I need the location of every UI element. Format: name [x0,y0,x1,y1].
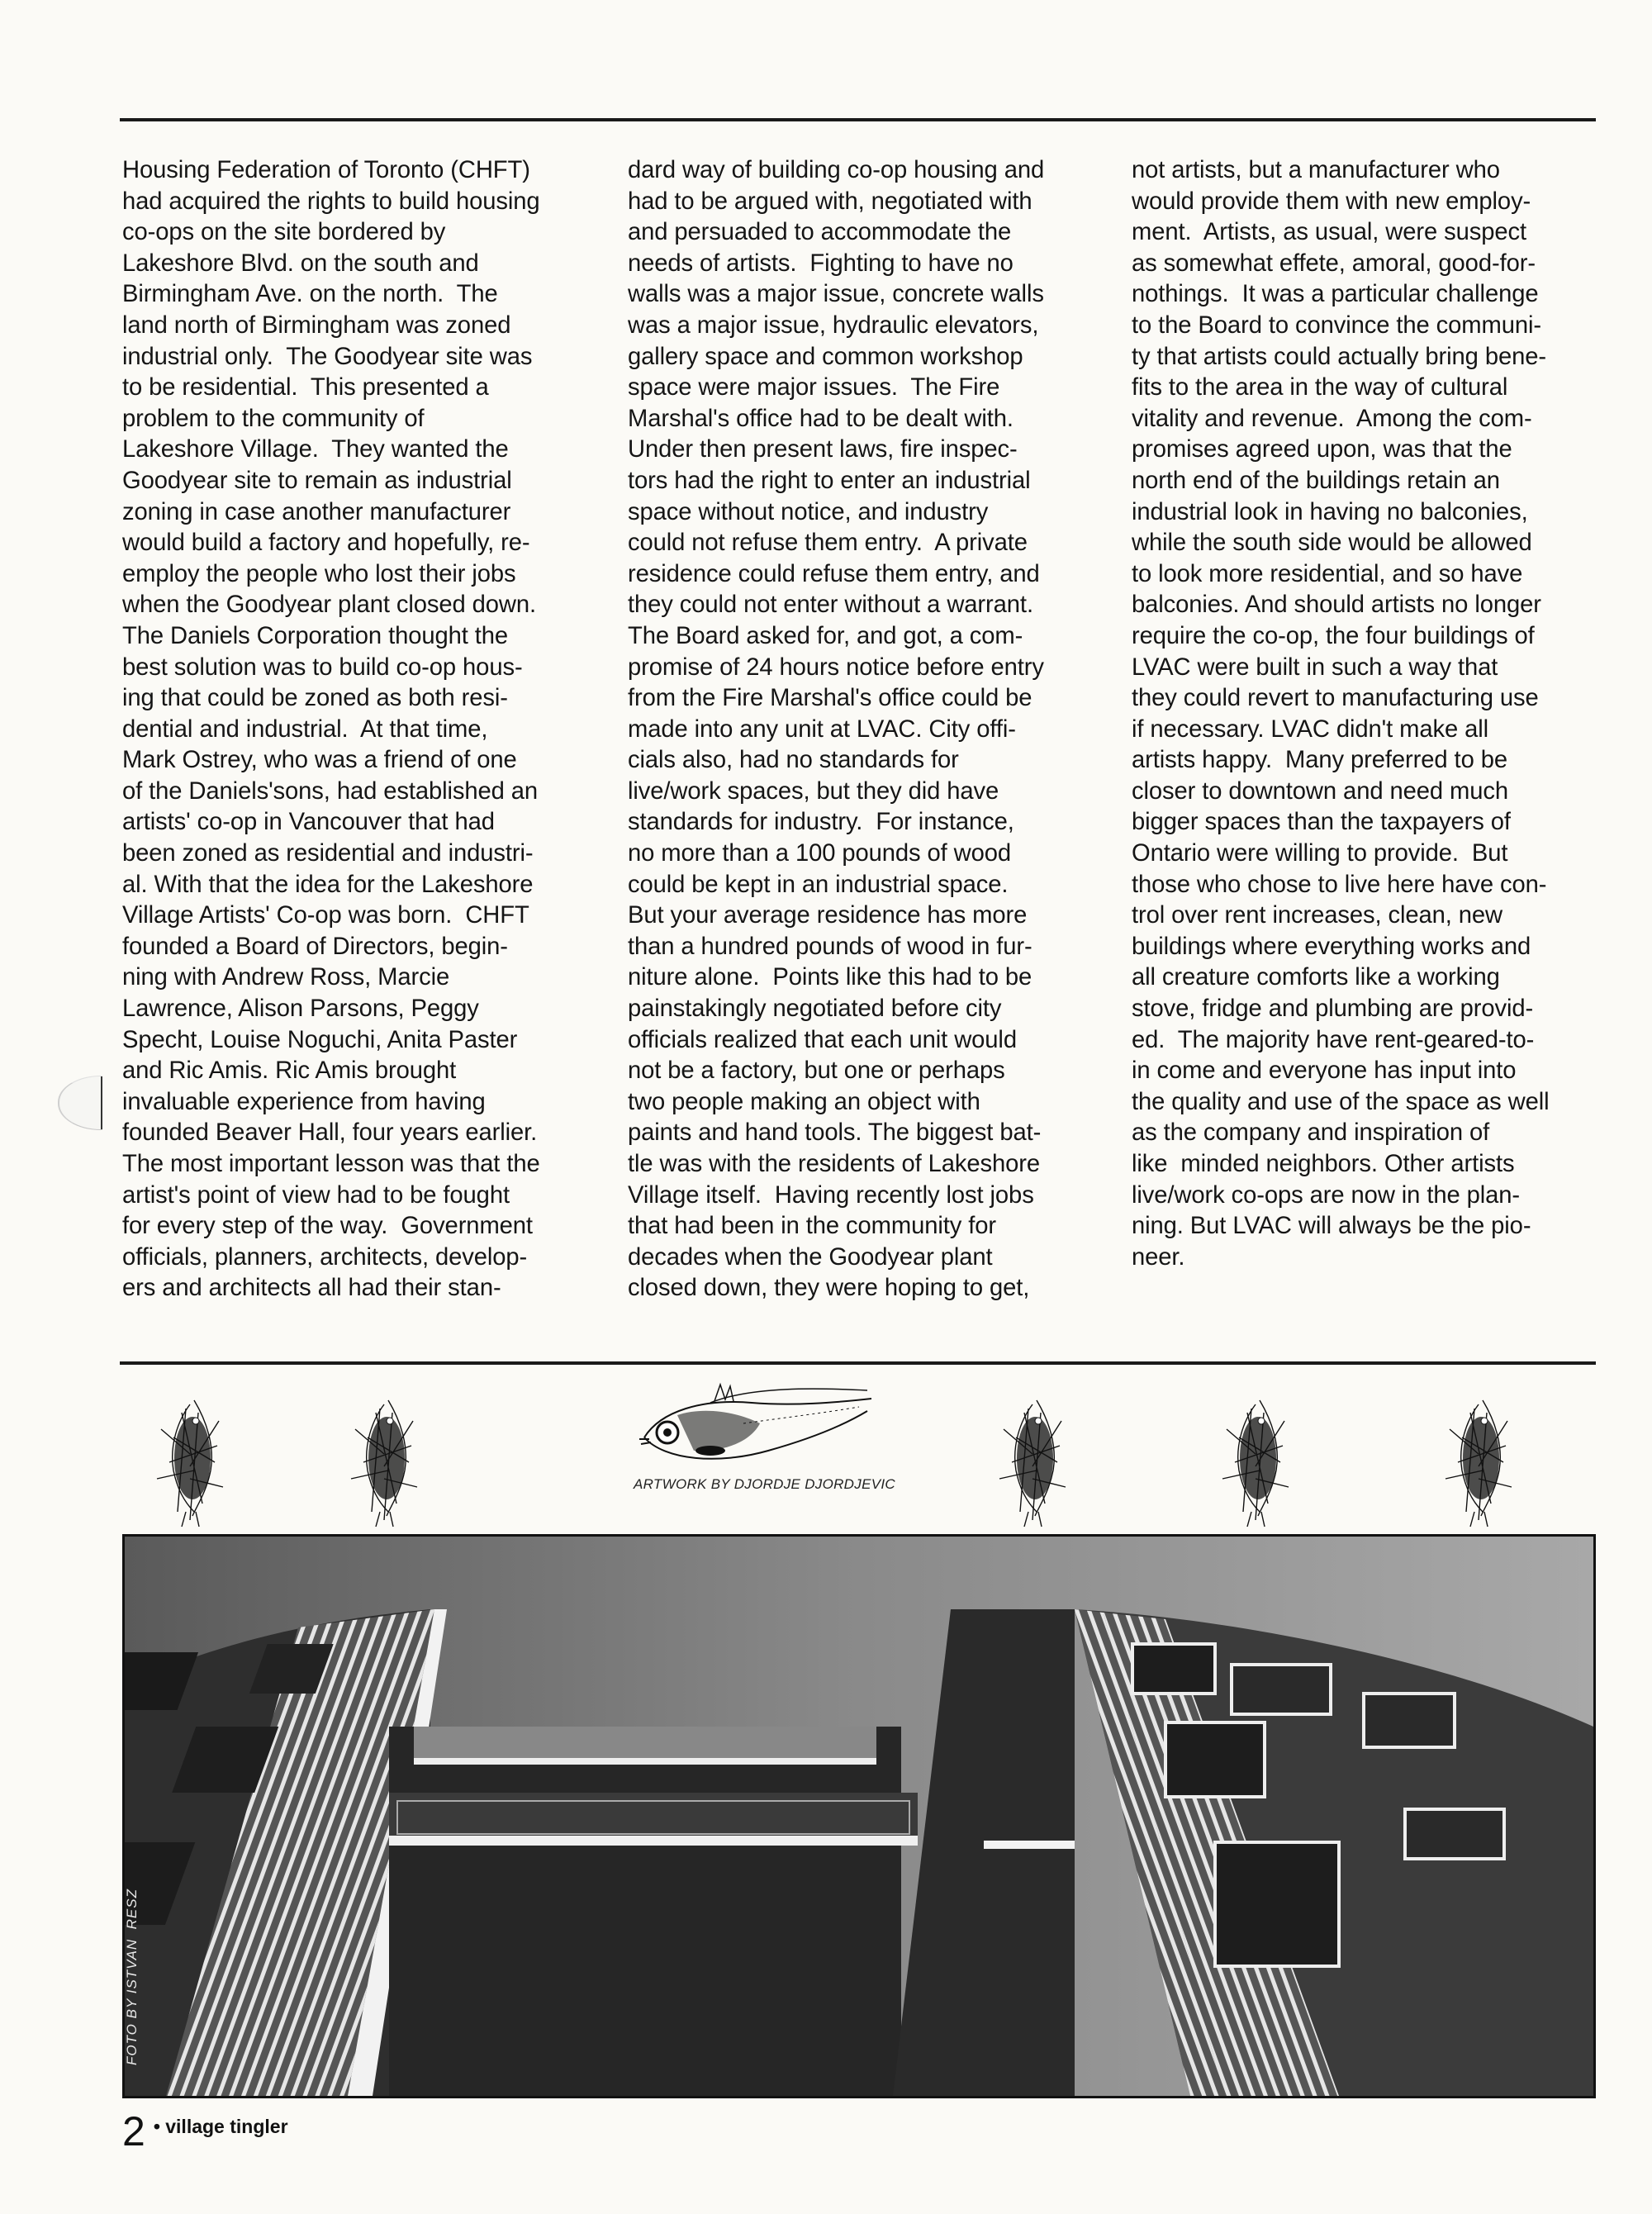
text-line: The Daniels Corporation thought the [122,622,509,649]
text-line: zoning in case another manufacturer [122,498,511,525]
text-line: balconies. And should artists no longer [1132,592,1541,619]
text-line: while the south side would be allowed [1132,530,1532,557]
artwork-strip [120,1371,1596,1530]
text-line: not be a factory, but one or perhaps [628,1057,1005,1085]
text-line: Village itself. Having recently lost jobs [628,1181,1034,1209]
section-rule [120,1361,1596,1365]
text-line: dard way of building co-op housing and [628,157,1045,183]
text-line: to the Board to convince the communi- [1132,311,1541,339]
text-line: The Board asked for, and got, a com- [628,622,1023,649]
text-line: Lakeshore Blvd. on the south and [122,249,479,277]
text-line: Village Artists' Co-op was born. CHFT [122,902,529,929]
text-line: would provide them with new employ- [1132,188,1531,215]
article-column-1 [122,155,540,1304]
text-line: from the Fire Marshal's office could be [628,685,1032,712]
text-line: Goodyear site to remain as industrial [122,467,512,494]
text-line: to be residential. This presented a [122,374,489,401]
ink-bird-illustration-icon [1433,1388,1524,1528]
text-line: stove, fridge and plumbing are provid- [1132,995,1534,1023]
text-line: Housing Federation of Toronto (CHFT) [122,157,530,183]
text-line: Ontario were willing to provide. But [1132,840,1508,867]
text-line: ed. The majority have rent-geared-to- [1132,1026,1535,1053]
building-facade-photo [122,1534,1596,2098]
text-line: closer to downtown and need much [1132,777,1508,805]
text-line: bigger spaces than the taxpayers of [1132,809,1511,836]
text-line: in come and everyone has input into [1132,1057,1517,1085]
text-line: artists' co-op in Vancouver that had [122,809,495,836]
text-line: painstakingly negotiated before city [628,995,1002,1023]
text-line: ning. But LVAC will always be the pio- [1132,1213,1531,1240]
text-line: live/work spaces, but they did have [628,777,999,805]
text-line: not artists, but a manufacturer who [1132,157,1500,183]
text-line: as somewhat effete, amoral, good-for- [1132,249,1536,277]
text-line: as the company and inspiration of [1132,1119,1490,1147]
ink-bird-illustration-icon [987,1388,1078,1528]
text-line: founded a Board of Directors, begin- [122,933,508,960]
text-line: ment. Artists, as usual, were suspect [1132,219,1526,246]
text-line: ning with Andrew Ross, Marcie [122,964,450,991]
text-line: all creature comforts like a working [1132,964,1500,991]
text-line: residence could refuse them entry, and [628,560,1040,587]
ink-bird-illustration-icon [339,1388,430,1528]
text-line: to look more residential, and so have [1132,560,1523,587]
text-line: artists happy. Many preferred to be [1132,747,1507,774]
text-line: if necessary. LVAC didn't make all [1132,715,1489,743]
text-line: founded Beaver Hall, four years earlier. [122,1119,538,1147]
text-line: could be kept in an industrial space. [628,871,1009,898]
building-photo-graphic [125,1537,1593,2096]
text-line: they could revert to manufacturing use [1132,685,1539,712]
text-line: industrial only. The Goodyear site was [122,343,533,370]
article-column-3 [1132,155,1550,1273]
text-line: two people making an object with [628,1088,980,1115]
text-line: niture alone. Points like this had to be [628,964,1032,991]
publication-name: • village tingler [153,2116,288,2137]
text-line: officials, planners, architects, develop- [122,1243,528,1271]
text-line: The most important lesson was that the [122,1151,540,1177]
text-line: had to be argued with, negotiated with [628,188,1032,215]
text-line: was a major issue, hydraulic elevators, [628,311,1039,339]
photo-credit: FOTO BY ISTVAN RESZ [124,1889,140,2065]
text-line: when the Goodyear plant closed down. [122,592,537,619]
text-line: artist's point of view had to be fought [122,1181,510,1209]
text-line: al. With that the idea for the Lakeshore [122,871,534,898]
text-line: the quality and use of the space as well [1132,1088,1550,1115]
text-line: ty that artists could actually bring bene- [1132,343,1546,370]
text-line: closed down, they were hoping to get, [628,1275,1030,1302]
text-line: like minded neighbors. Other artists [1132,1151,1515,1177]
text-line: industrial look in having no balconies, [1132,498,1528,525]
text-line: that had been in the community for [628,1213,997,1240]
text-line: north end of the buildings retain an [1132,467,1500,494]
article-column-2 [628,155,1044,1304]
text-line: land north of Birmingham was zoned [122,311,511,339]
text-line: promise of 24 hours notice before entry [628,653,1044,681]
text-line: no more than a 100 pounds of wood [628,840,1012,867]
page-footer [122,2108,288,2155]
text-line: But your average residence has more [628,902,1028,929]
text-line: officials realized that each unit would [628,1026,1017,1053]
text-line: dential and industrial. At that time, [122,715,488,743]
text-line: would build a factory and hopefully, re- [122,530,530,557]
text-line: standards for industry. For instance, [628,809,1014,836]
ink-bird-illustration-icon [1210,1388,1301,1528]
text-line: made into any unit at LVAC. City offi- [628,715,1016,743]
text-line: ers and architects all had their stan- [122,1275,501,1302]
text-line: they could not enter without a warrant. [628,592,1033,619]
text-line: Marshal's office had to be dealt with. [628,405,1014,432]
text-line: problem to the community of [122,405,425,432]
text-line: LVAC were built in such a way that [1132,653,1498,681]
text-line: invaluable experience from having [122,1088,486,1115]
text-line: fits to the area in the way of cultural [1132,374,1508,401]
text-line: trol over rent increases, clean, new [1132,902,1503,929]
text-line: those who chose to live here have con- [1132,871,1547,898]
text-line: Lakeshore Village. They wanted the [122,436,509,463]
text-line: Mark Ostrey, who was a friend of one [122,747,517,774]
text-line: had acquired the rights to build housing [122,188,540,215]
text-line: decades when the Goodyear plant [628,1243,993,1271]
text-line: and persuaded to accommodate the [628,219,1012,246]
text-line: buildings where everything works and [1132,933,1531,960]
text-line: space were major issues. The Fire [628,374,1000,401]
page-number: 2 [122,2108,145,2155]
text-line: Specht, Louise Noguchi, Anita Paster [122,1026,518,1053]
top-rule [120,118,1596,121]
text-line: Under then present laws, fire inspec- [628,436,1018,463]
ink-bird-illustration-icon [145,1388,235,1528]
text-line: require the co-op, the four buildings of [1132,622,1535,649]
text-line: tle was with the residents of Lakeshore [628,1151,1041,1177]
text-line: walls was a major issue, concrete walls [628,281,1044,308]
text-line: of the Daniels'sons, had established an [122,777,539,805]
text-line: than a hundred pounds of wood in fur- [628,933,1032,960]
text-line: ing that could be zoned as both resi- [122,685,508,712]
text-line: live/work co-ops are now in the plan- [1132,1181,1521,1209]
artwork-credit-caption: ARTWORK BY DJORDJE DJORDJEVIC [634,1476,895,1492]
text-line: been zoned as residential and industri- [122,840,534,867]
text-line: needs of artists. Fighting to have no [628,249,1014,277]
text-line: nothings. It was a particular challenge [1132,281,1539,308]
text-line: best solution was to build co-op hous- [122,653,523,681]
text-line: Birmingham Ave. on the north. The [122,281,498,308]
text-line: promises agreed upon, was that the [1132,436,1512,463]
binder-hole-mark [58,1076,102,1130]
text-line: vitality and revenue. Among the com- [1132,405,1532,432]
fish-drawing-icon [628,1378,876,1469]
text-line: co-ops on the site bordered by [122,219,446,246]
text-line: gallery space and common workshop [628,343,1023,370]
text-line: and Ric Amis. Ric Amis brought [122,1057,457,1085]
text-line: space without notice, and industry [628,498,989,525]
text-line: employ the people who lost their jobs [122,560,516,587]
text-line: cials also, had no standards for [628,747,959,774]
text-line: tors had the right to enter an industrial [628,467,1031,494]
text-line: could not refuse them entry. A private [628,530,1028,557]
text-line: Lawrence, Alison Parsons, Peggy [122,995,479,1023]
text-line: paints and hand tools. The biggest bat- [628,1119,1042,1147]
text-line: for every step of the way. Government [122,1213,533,1240]
text-line: neer. [1132,1243,1185,1271]
